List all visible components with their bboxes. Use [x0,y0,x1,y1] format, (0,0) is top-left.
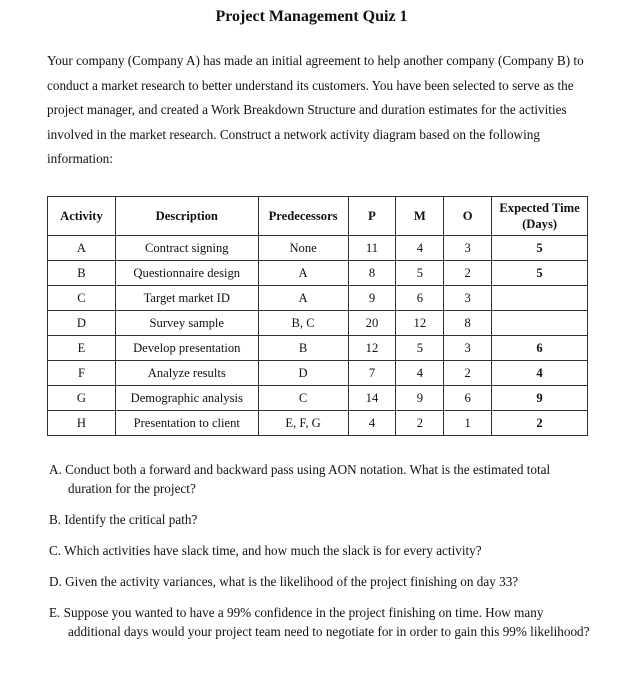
header-o: O [444,197,492,236]
cell-activity: A [48,236,116,261]
cell-p: 7 [348,361,396,386]
question-a: A. Conduct both a forward and backward pass using AON notation. What is the estimated total duration for the project? [49,462,551,496]
activity-table [47,196,588,436]
cell-o: 1 [444,411,492,436]
cell-p: 20 [348,311,396,336]
cell-expected: 4 [492,361,588,386]
cell-activity: G [48,386,116,411]
cell-expected: 5 [492,261,588,286]
cell-predecessors: A [258,261,348,286]
cell-m: 5 [396,261,444,286]
cell-predecessors: E, F, G [258,411,348,436]
question-list [49,460,594,653]
question-e: E. Suppose you wanted to have a 99% confidence in the project finishing on time. How many additional days would your project team need to negotiate for in order to gain this 99% likelihood? [49,605,590,639]
page-title: Project Management Quiz 1 [215,8,408,25]
cell-description: Develop presentation [115,336,258,361]
header-m: M [396,197,444,236]
cell-description: Survey sample [115,311,258,336]
cell-m: 5 [396,336,444,361]
cell-predecessors: C [258,386,348,411]
cell-description: Demographic analysis [115,386,258,411]
question-b: B. Identify the critical path? [49,512,198,527]
cell-o: 3 [444,336,492,361]
question-c: C. Which activities have slack time, and how much the slack is for every activity? [49,543,482,558]
cell-description: Presentation to client [115,411,258,436]
intro-paragraph: Your company (Company A) has made an initial agreement to help another company (Company B) to conduct a market research to better understand its customers. You have been selected to serve as the project manager, and created a Work Breakdown Structure and duration estimates for the activities involved in the market research. Construct a network activity diagram based on the following information: [47,53,584,166]
cell-activity: F [48,361,116,386]
cell-activity: E [48,336,116,361]
cell-activity: C [48,286,116,311]
cell-p: 12 [348,336,396,361]
header-p: P [348,197,396,236]
cell-description: Analyze results [115,361,258,386]
cell-p: 11 [348,236,396,261]
table-row [48,236,588,261]
table-row [48,361,588,386]
cell-m: 12 [396,311,444,336]
header-description: Description [115,197,258,236]
table-header-row [48,197,588,236]
cell-predecessors: None [258,236,348,261]
cell-expected: 5 [492,236,588,261]
table-row [48,336,588,361]
cell-o: 8 [444,311,492,336]
cell-p: 14 [348,386,396,411]
cell-m: 6 [396,286,444,311]
cell-m: 2 [396,411,444,436]
cell-o: 3 [444,236,492,261]
cell-predecessors: B, C [258,311,348,336]
cell-expected: 6 [492,336,588,361]
cell-m: 9 [396,386,444,411]
cell-predecessors: A [258,286,348,311]
table-row [48,411,588,436]
cell-p: 8 [348,261,396,286]
cell-description: Questionnaire design [115,261,258,286]
table-row [48,386,588,411]
cell-o: 2 [444,361,492,386]
cell-predecessors: D [258,361,348,386]
header-predecessors: Predecessors [258,197,348,236]
cell-o: 6 [444,386,492,411]
cell-activity: B [48,261,116,286]
cell-m: 4 [396,236,444,261]
cell-expected [492,286,588,311]
cell-expected: 9 [492,386,588,411]
cell-activity: D [48,311,116,336]
cell-p: 4 [348,411,396,436]
cell-description: Contract signing [115,236,258,261]
cell-o: 3 [444,286,492,311]
cell-activity: H [48,411,116,436]
table-row [48,311,588,336]
cell-p: 9 [348,286,396,311]
header-expected-time: Expected Time (Days) [492,197,588,236]
cell-expected [492,311,588,336]
cell-m: 4 [396,361,444,386]
question-d: D. Given the activity variances, what is the likelihood of the project finishing on day 33? [49,574,519,589]
table-row [48,261,588,286]
cell-predecessors: B [258,336,348,361]
cell-expected: 2 [492,411,588,436]
cell-description: Target market ID [115,286,258,311]
table-row [48,286,588,311]
cell-o: 2 [444,261,492,286]
header-activity: Activity [48,197,116,236]
